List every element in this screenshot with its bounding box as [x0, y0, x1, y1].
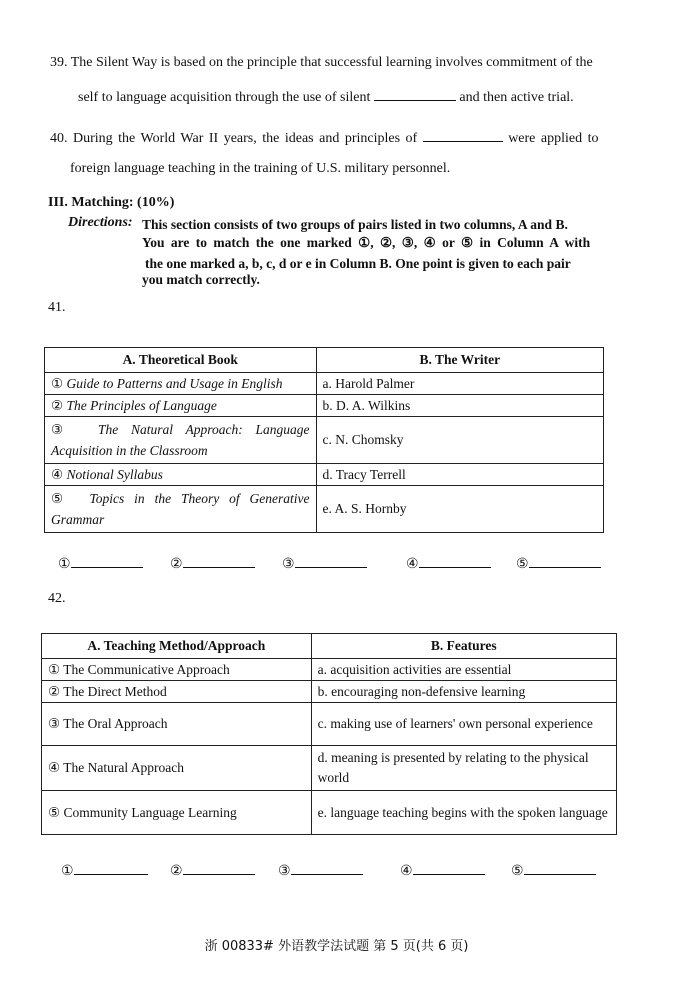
q41-cell-b2: b. D. A. Wilkins: [316, 395, 603, 417]
section-title: III. Matching: (10%): [48, 195, 175, 210]
q42-cell-a2: ② The Direct Method: [42, 681, 312, 703]
q42-cell-a5: ⑤ Community Language Learning: [42, 791, 312, 835]
q42-cell-b2: b. encouraging non-defensive learning: [311, 681, 616, 703]
q41-answer-label-1: ①: [58, 557, 71, 572]
q41-cell-b3: c. N. Chomsky: [316, 417, 603, 464]
directions-line-4: you match correctly.: [142, 272, 260, 287]
directions-label: Directions:: [68, 215, 133, 230]
q42-answer-blank-5[interactable]: [524, 862, 596, 875]
q42-cell-b1: a. acquisition activities are essential: [311, 659, 616, 681]
table-row: [45, 373, 604, 395]
q39-line2-text-a: self to language acquisition through the use of silent: [78, 90, 371, 105]
table-row: [42, 681, 617, 703]
q42-answer-label-5: ⑤: [511, 864, 524, 879]
table-row: [45, 395, 604, 417]
q42-answer-row: [61, 862, 596, 880]
q42-answer-blank-3[interactable]: [291, 862, 363, 875]
table-row: [45, 486, 604, 533]
q41-cell-b4: d. Tracy Terrell: [316, 464, 603, 486]
q42-answer-label-2: ②: [170, 864, 183, 879]
q41-answer-label-2: ②: [170, 557, 183, 572]
q39-blank[interactable]: [374, 88, 456, 101]
q39-line2: [78, 88, 574, 106]
q41-answer-blank-1[interactable]: [71, 555, 143, 568]
q42-answer-blank-1[interactable]: [74, 862, 148, 875]
q41-answer-blank-4[interactable]: [419, 555, 491, 568]
q41-answer-blank-5[interactable]: [529, 555, 601, 568]
q41-cell-b5: e. A. S. Hornby: [316, 486, 603, 533]
q41-answer-label-5: ⑤: [516, 557, 529, 572]
q42-cell-b4: d. meaning is presented by relating to the physical world: [311, 746, 616, 791]
q42-header-a: A. Teaching Method/Approach: [42, 634, 312, 659]
table-row: [45, 464, 604, 486]
table-row: [45, 417, 604, 464]
q41-cell-a5: ⑤ Topics in the Theory of Generative Grammar: [45, 486, 317, 533]
table-row: [42, 659, 617, 681]
page-footer: 浙 00833# 外语教学法试题 第 5 页(共 6 页): [204, 939, 469, 954]
q41-answer-blank-2[interactable]: [183, 555, 255, 568]
q40-line1-text-b: were applied to: [508, 131, 599, 146]
q41-answer-blank-3[interactable]: [295, 555, 367, 568]
q39-line2-text-b: and then active trial.: [459, 90, 574, 105]
q42-answer-label-1: ①: [61, 864, 74, 879]
q41-header-a: A. Theoretical Book: [45, 348, 317, 373]
q42-header-b: B. Features: [311, 634, 616, 659]
q42-answer-blank-2[interactable]: [183, 862, 255, 875]
q41-cell-a4: ④ Notional Syllabus: [45, 464, 317, 486]
q41-answer-label-3: ③: [282, 557, 295, 572]
directions-line-2: You are to match the one marked ①, ②, ③, ④ or ⑤ in Column A with: [142, 235, 591, 250]
q41-answer-label-4: ④: [406, 557, 419, 572]
directions-line-3: the one marked a, b, c, d or e in Column B. One point is given to each pair: [145, 256, 571, 271]
q40-line2: foreign language teaching in the training of U.S. military personnel.: [70, 161, 451, 176]
q42-answer-blank-4[interactable]: [413, 862, 485, 875]
q42-answer-label-3: ③: [278, 864, 291, 879]
table-row: [42, 746, 617, 791]
q42-answer-label-4: ④: [400, 864, 413, 879]
table-row: [42, 703, 617, 746]
q41-cell-a3: ③ The Natural Approach: Language Acquisition in the Classroom: [45, 417, 317, 464]
q41-answer-row: [58, 555, 601, 573]
q41-table: [44, 347, 604, 533]
q42-cell-b3: c. making use of learners' own personal experience: [311, 703, 616, 746]
q40-blank[interactable]: [423, 129, 503, 142]
q42-cell-a3: ③ The Oral Approach: [42, 703, 312, 746]
q42-cell-b5: e. language teaching begins with the spoken language: [311, 791, 616, 835]
q40-line1: [50, 129, 598, 147]
directions-line-1: This section consists of two groups of pairs listed in two columns, A and B.: [142, 217, 568, 232]
q40-line1-text-a: 40. During the World War II years, the ideas and principles of: [50, 131, 418, 146]
table-row: [42, 791, 617, 835]
q41-cell-a1: ① Guide to Patterns and Usage in English: [45, 373, 317, 395]
q42-number: 42.: [48, 591, 66, 606]
q41-number: 41.: [48, 300, 66, 315]
q41-cell-b1: a. Harold Palmer: [316, 373, 603, 395]
q41-header-b: B. The Writer: [316, 348, 603, 373]
q41-cell-a2: ② The Principles of Language: [45, 395, 317, 417]
q42-table: [41, 633, 617, 835]
q42-cell-a4: ④ The Natural Approach: [42, 746, 312, 791]
q39-line1: 39. The Silent Way is based on the principle that successful learning involves commitment of the: [50, 55, 593, 70]
q42-cell-a1: ① The Communicative Approach: [42, 659, 312, 681]
